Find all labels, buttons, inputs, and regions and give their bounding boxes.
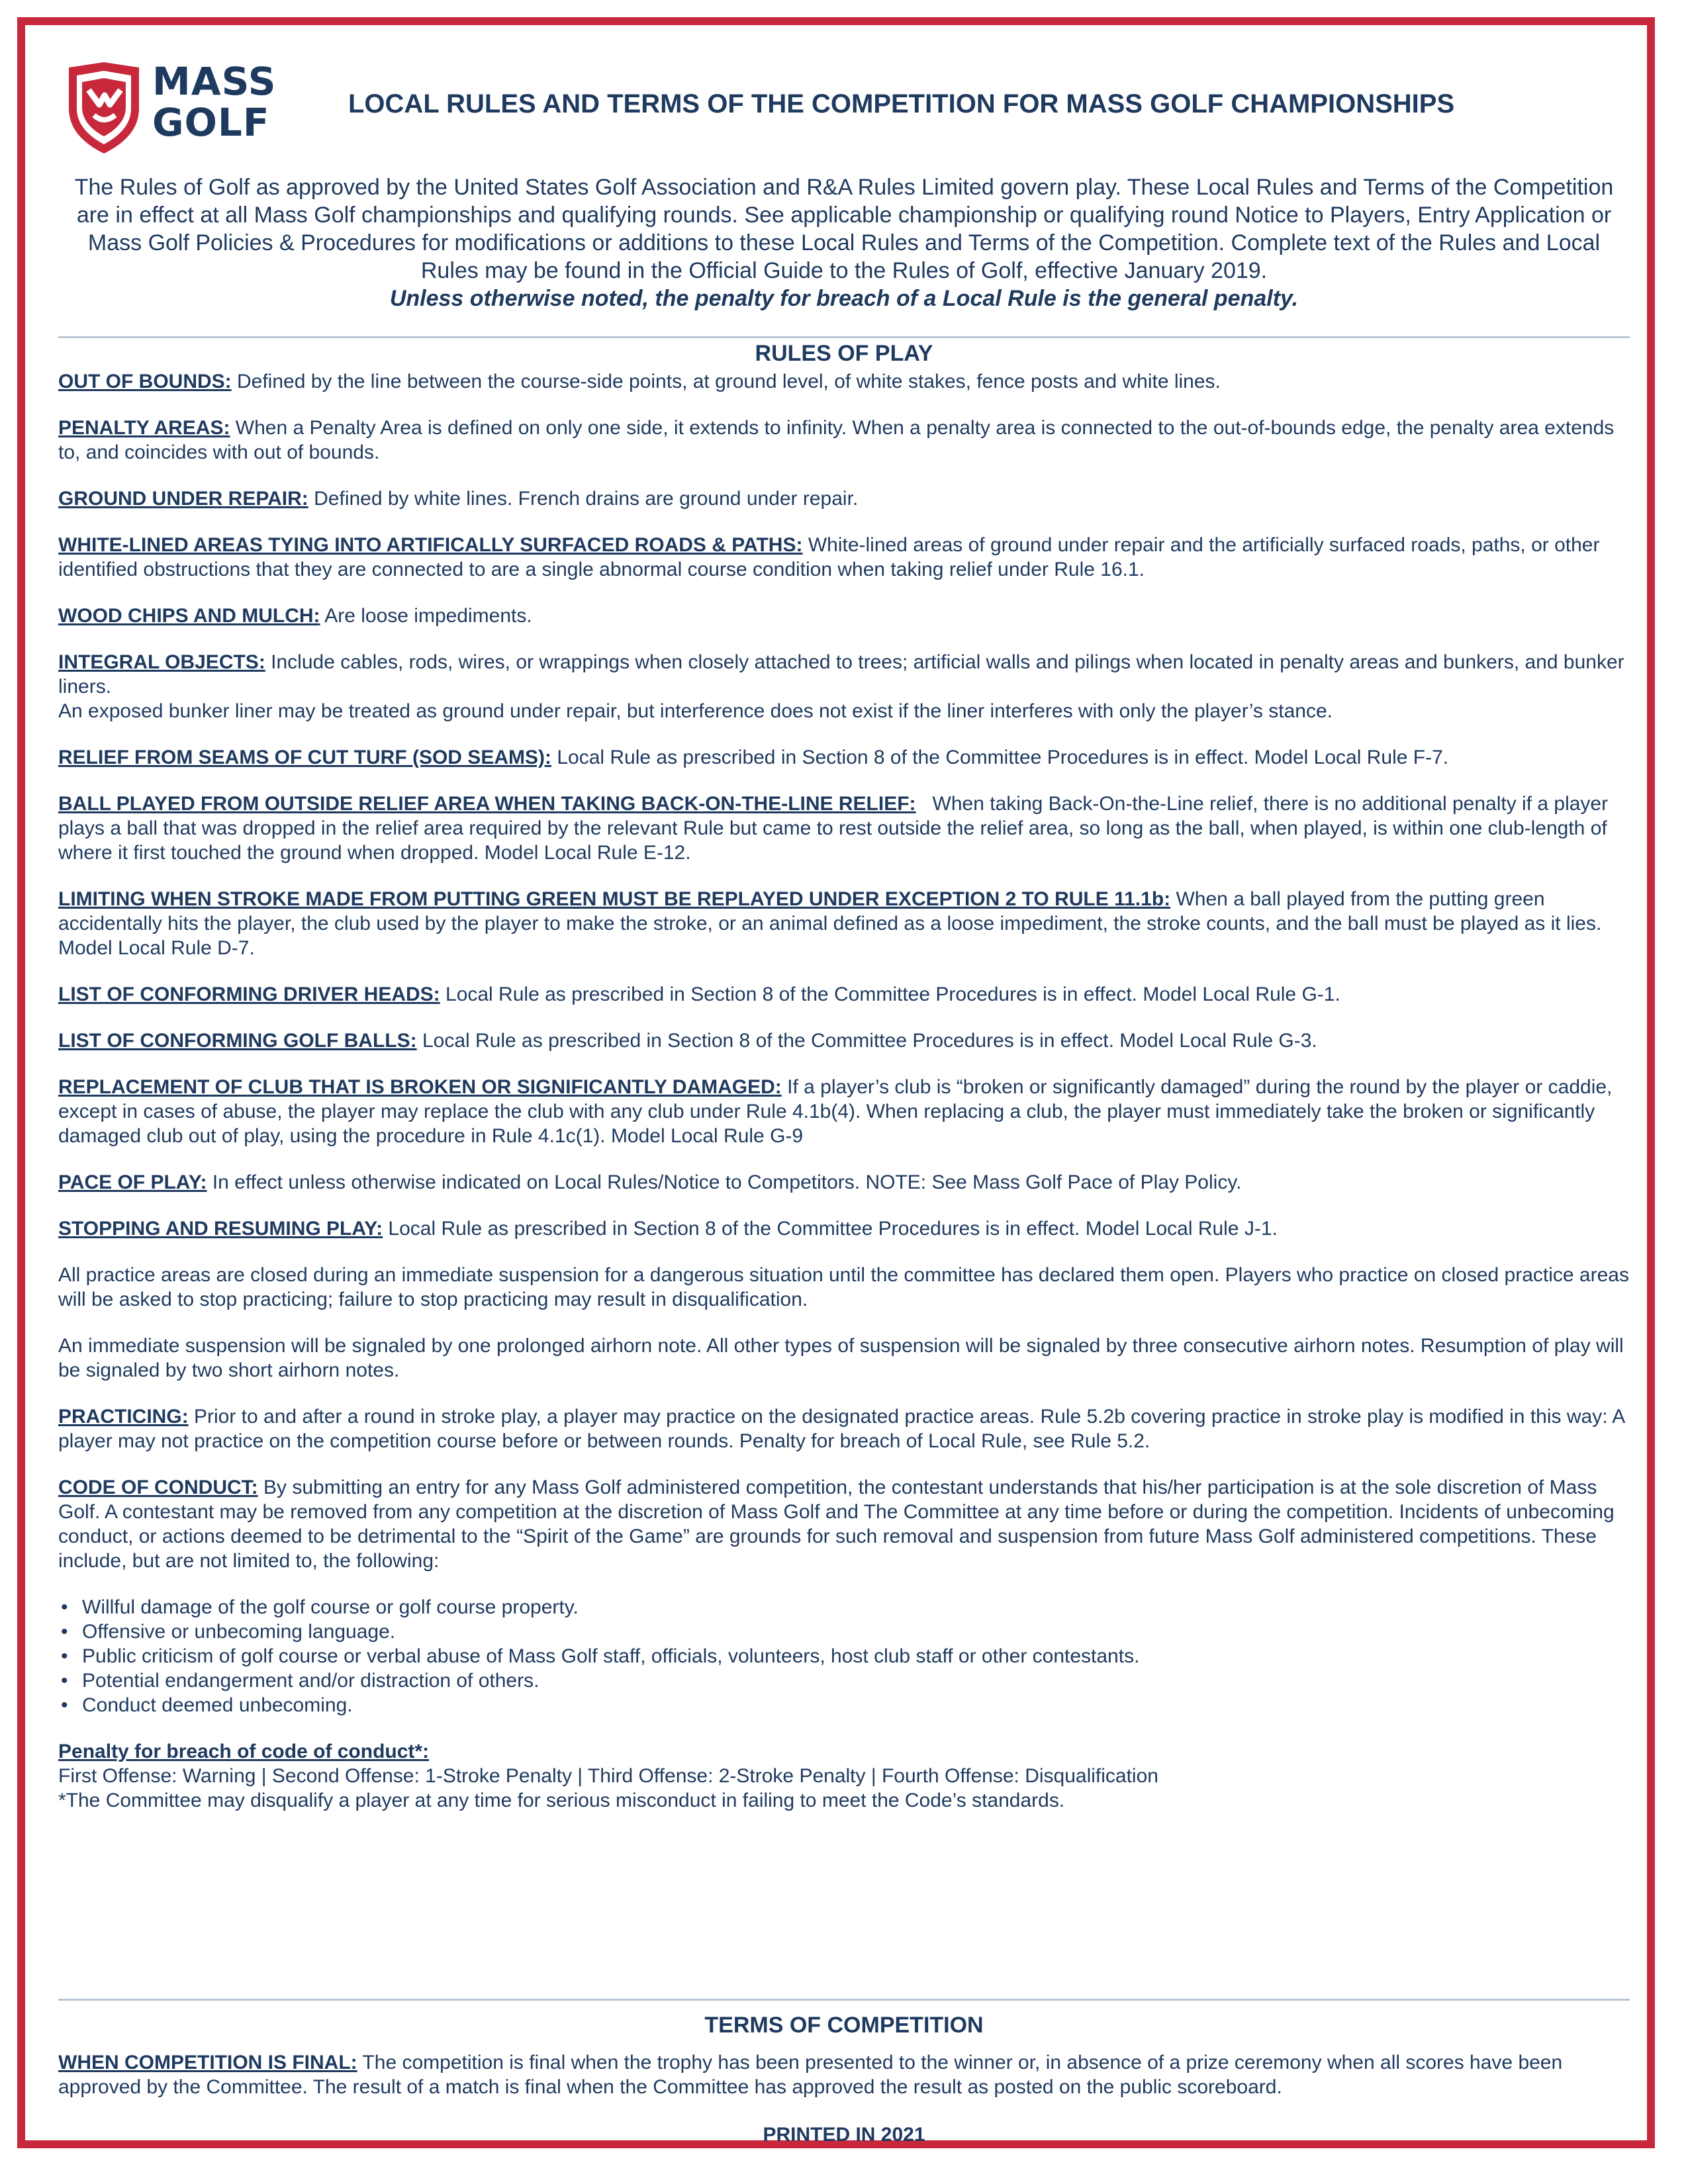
- intro-emphasis: Unless otherwise noted, the penalty for breach of a Local Rule is the general penalty.: [389, 286, 1299, 311]
- rule-sod-seams: RELIEF FROM SEAMS OF CUT TURF (SOD SEAMS): Local Rule as prescribed in Section 8 of the Committee Procedures is in effect. Model Local Rule F-7.: [58, 747, 1449, 768]
- suspension-practice-areas: All practice areas are closed during an immediate suspension for a dangerous situation until the committee has declared them open. Players who practice on closed practice areas will be asked to stop practicing; failure to stop practicing may result in disqualification.: [58, 1264, 1629, 1310]
- term-competition-final: WHEN COMPETITION IS FINAL: The competition is final when the trophy has been presented to the winner or, in absence of a prize ceremony when all scores have been approved by the Committee. The result of a match is final when the Committee has approved the result as posted on the public scoreboard.: [58, 2052, 1563, 2098]
- rule-stopping-play: STOPPING AND RESUMING PLAY: Local Rule as prescribed in Section 8 of the Committee Procedures is in effect. Model Local Rule J-1.: [58, 1218, 1278, 1240]
- document-title: LOCAL RULES AND TERMS OF THE COMPETITION FOR MASS GOLF CHAMPIONSHIPS: [348, 89, 1455, 118]
- terms-body: [58, 2050, 1630, 2099]
- rule-integral-objects: INTEGRAL OBJECTS: Include cables, rods, wires, or wrappings when closely attached to trees; artificial walls and pilings when located in penalty areas and bunkers, and bunker liners. An exposed bunker liner may be treated as ground under repair, but interference does not exist if the liner interferes with only the player’s stance.: [58, 651, 1624, 722]
- divider: [58, 336, 1630, 338]
- conduct-penalty: [58, 1739, 1630, 1813]
- rule-out-of-bounds: OUT OF BOUNDS: Defined by the line between the course-side points, at ground level, of white stakes, fence posts and white lines.: [58, 371, 1221, 392]
- list-item: • Potential endangerment and/or distraction of others.: [58, 1668, 1630, 1693]
- rule-driver-heads: LIST OF CONFORMING DRIVER HEADS: Local Rule as prescribed in Section 8 of the Committee Procedures is in effect. Model Local Rule G-1.: [58, 983, 1340, 1005]
- rule-golf-balls: LIST OF CONFORMING GOLF BALLS: Local Rule as prescribed in Section 8 of the Committee Procedures is in effect. Model Local Rule G-3.: [58, 1030, 1317, 1052]
- rule-wood-chips: WOOD CHIPS AND MULCH: Are loose impediments.: [58, 605, 532, 627]
- rule-putting-green-replay: LIMITING WHEN STROKE MADE FROM PUTTING GREEN MUST BE REPLAYED UNDER EXCEPTION 2 TO RULE 11.1b: When a ball played from the putting green accidentally hits the player, the club used by the player to make the stroke, or an animal defined as a loose impediment, the stroke counts, and the ball must be played as it lies. Model Local Rule D-7.: [58, 888, 1602, 959]
- suspension-airhorn: An immediate suspension will be signaled by one prolonged airhorn note. All other types of suspension will be signaled by three consecutive airhorn notes. Resumption of play will be signaled by two short airhorn notes.: [58, 1335, 1624, 1381]
- intro-text: The Rules of Golf as approved by the United States Golf Association and R&A Rules Limited govern play. These Local Rules and Terms of the Competition are in effect at all Mass Golf championships and qualifying rounds. See applicable championship or qualifying round Notice to Players, Entry Application or Mass Golf Policies & Procedures for modifications or additions to these Local Rules and Terms of the Competition. Complete text of the Rules and Local Rules may be found in the Official Guide to the Rules of Golf, effective January 2019.: [74, 175, 1614, 283]
- divider: [58, 1999, 1630, 2001]
- list-item: • Willful damage of the golf course or golf course property.: [58, 1595, 1630, 1619]
- conduct-penalty-heading: Penalty for breach of code of conduct*:: [58, 1741, 430, 1762]
- logo-line-1: MASS: [152, 59, 277, 104]
- rule-ground-under-repair: GROUND UNDER REPAIR: Defined by white lines. French drains are ground under repair.: [58, 488, 859, 510]
- list-item: • Conduct deemed unbecoming.: [58, 1693, 1630, 1717]
- terms-of-competition-heading: TERMS OF COMPETITION: [704, 2013, 984, 2038]
- conduct-list: [58, 1595, 1630, 1717]
- list-item: • Offensive or unbecoming language.: [58, 1619, 1630, 1644]
- mass-golf-logo: [65, 61, 323, 160]
- rules-body: [58, 369, 1630, 1813]
- rule-practicing: PRACTICING: Prior to and after a round in stroke play, a player may practice on the designated practice areas. Rule 5.2b covering practice in stroke play is modified in this way: A player may not practice on the competition course before or between rounds. Penalty for breach of Local Rule, see Rule 5.2.: [58, 1406, 1624, 1452]
- rule-penalty-areas: PENALTY AREAS: When a Penalty Area is defined on only one side, it extends to infinity. When a penalty area is connected to the out-of-bounds edge, the penalty area extends to, and coincides with out of bounds.: [58, 417, 1615, 463]
- rules-of-play-heading: RULES OF PLAY: [755, 341, 933, 366]
- list-item: • Public criticism of golf course or verbal abuse of Mass Golf staff, officials, volunteers, host club staff or other contestants.: [58, 1644, 1630, 1668]
- shield-logo-icon: [65, 62, 143, 155]
- rule-pace-of-play: PACE OF PLAY: In effect unless otherwise indicated on Local Rules/Notice to Competitors. NOTE: See Mass Golf Pace of Play Policy.: [58, 1171, 1242, 1193]
- logo-line-2: GOLF: [152, 100, 270, 145]
- header: [65, 61, 1627, 160]
- conduct-penalty-offenses: First Offense: Warning | Second Offense: 1-Stroke Penalty | Third Offense: 2-Stroke Penalty | Fourth Offense: Disqualification: [58, 1765, 1158, 1787]
- printed-date: PRINTED IN 2021: [763, 2124, 925, 2146]
- conduct-penalty-note: *The Committee may disqualify a player at any time for serious misconduct in failing to meet the Code’s standards.: [58, 1790, 1065, 1811]
- intro-paragraph: [58, 173, 1630, 312]
- rule-back-on-the-line: BALL PLAYED FROM OUTSIDE RELIEF AREA WHEN TAKING BACK-ON-THE-LINE RELIEF: When taking Back-On-the-Line relief, there is no additional penalty if a player plays a ball that was dropped in the relief area required by the relevant Rule but came to rest outside the relief area, so long as the ball, when played, is within one club-length of where it first touched the ground when dropped. Model Local Rule E-12.: [58, 793, 1614, 864]
- code-of-conduct: CODE OF CONDUCT: By submitting an entry for any Mass Golf administered competition, the contestant understands that his/her participation is at the sole discretion of Mass Golf. A contestant may be removed from any competition at the discretion of Mass Golf and The Committee at any time before or during the competition. Incidents of unbecoming conduct, or actions deemed to be detrimental to the “Spirit of the Game” are grounds for such removal and suspension from future Mass Golf administered competitions. These include, but are not limited to, the following:: [58, 1477, 1615, 1572]
- logo-wordmark: [152, 61, 324, 143]
- rule-club-replacement: REPLACEMENT OF CLUB THAT IS BROKEN OR SIGNIFICANTLY DAMAGED: If a player’s club is “broken or significantly damaged” during the round by the player or caddie, except in cases of abuse, the player may replace the club with any club under Rule 4.1b(4). When replacing a club, the player must immediately take the broken or significantly damaged club out of play, using the procedure in Rule 4.1c(1). Model Local Rule G-9: [58, 1076, 1613, 1147]
- rule-white-lined-areas: WHITE-LINED AREAS TYING INTO ARTIFICALLY SURFACED ROADS & PATHS: White-lined areas of ground under repair and the artificially surfaced roads, paths, or other identified obstructions that they are connected to are a single abnormal course condition when taking relief under Rule 16.1.: [58, 534, 1600, 580]
